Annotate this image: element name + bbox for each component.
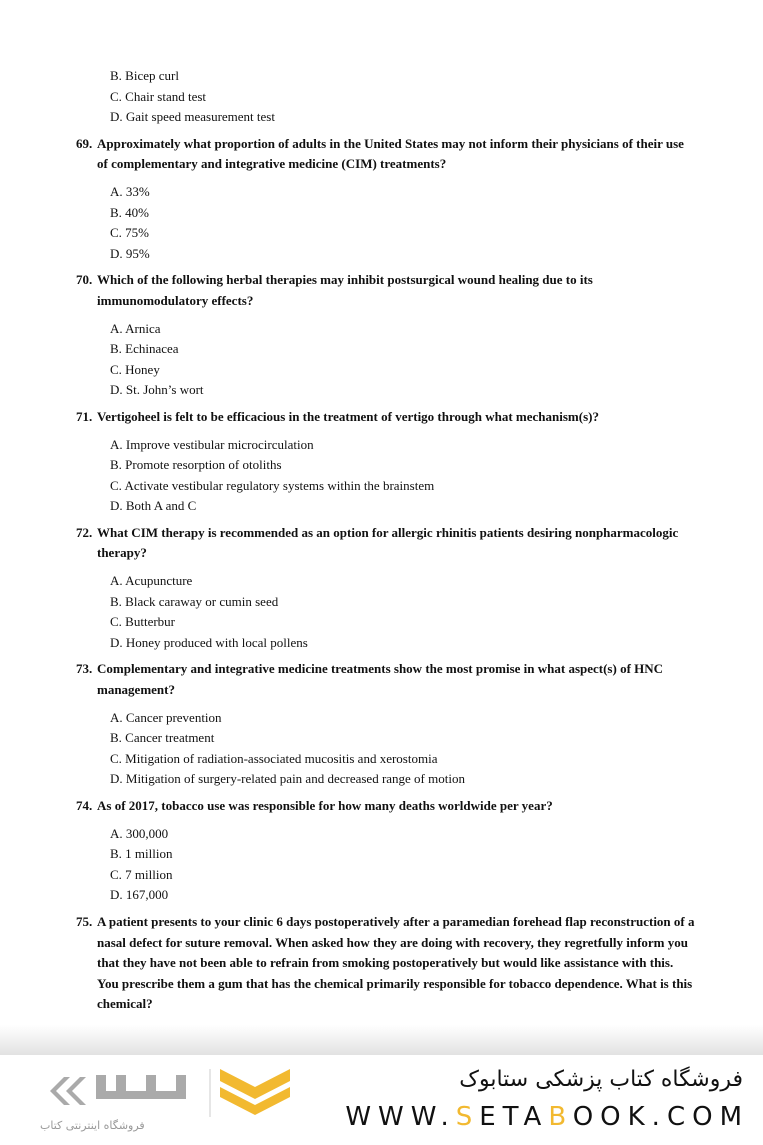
question-stem: [76, 659, 696, 700]
option: B. Promote resorption of otoliths: [110, 457, 282, 473]
question-71: [76, 407, 696, 517]
setabook-logo: [30, 1065, 290, 1121]
option: A. Improve vestibular microcirculation: [110, 436, 314, 452]
question-text: As of 2017, tobacco use was responsible for how many deaths worldwide per year?: [97, 798, 553, 813]
question-number: 71.: [76, 408, 93, 424]
option: B. 1 million: [110, 846, 173, 862]
question-text: Complementary and integrative medicine treatments show the most promise in what aspect(s) of HNC management?: [97, 661, 664, 698]
logo-subtitle: فروشگاه اینترنتی کتاب: [40, 1118, 145, 1132]
option: C. Activate vestibular regulatory systems within the brainstem: [110, 477, 435, 493]
store-name: فروشگاه کتاب پزشکی ستابوک: [459, 1066, 743, 1092]
option: A. Arnica: [110, 320, 161, 336]
question-stem: [76, 523, 696, 564]
option: B. Black caraway or cumin seed: [110, 593, 279, 609]
option: D. Honey produced with local pollens: [110, 634, 308, 650]
question-list: [76, 134, 696, 1015]
option: D. 167,000: [110, 887, 169, 903]
question-stem: [76, 912, 696, 1015]
question-number: 74.: [76, 798, 93, 813]
option: A. Cancer prevention: [110, 709, 222, 725]
question-text: Which of the following herbal therapies may inhibit postsurgical wound healing due to its immunomodulatory effects?: [97, 272, 593, 308]
question-stem: [76, 407, 696, 428]
question-72: [76, 523, 696, 654]
question-69: [76, 134, 696, 265]
option: C. Butterbur: [110, 614, 175, 630]
option: B. Cancer treatment: [110, 730, 215, 746]
question-number: 72.: [76, 524, 93, 540]
option: B. 40%: [110, 204, 149, 220]
option: C. 7 million: [110, 866, 173, 882]
question-text: Vertigoheel is felt to be efficacious in the treatment of vertigo through what mechanism(s)?: [97, 408, 599, 424]
question-text: What CIM therapy is recommended as an option for allergic rhinitis patients desiring nonpharmacologic therapy?: [97, 524, 679, 561]
question-70: [76, 270, 696, 401]
option: A. 33%: [110, 183, 150, 199]
footer-banner: [0, 1055, 763, 1145]
question-stem: [76, 796, 696, 817]
option: D. 95%: [110, 245, 150, 261]
option: D. Both A and C: [110, 498, 197, 514]
question-text: A patient presents to your clinic 6 days postoperatively after a paramedian forehead flap reconstruction of a nasal defect for suture removal. When asked how they are doing with recovery, they regretfully inform you that they have not been able to refrain from smoking postoperatively but would like assistance with this. You prescribe them a gum that has the chemical primarily responsible for tobacco dependence. What is this chemical?: [97, 913, 695, 1012]
option: C. Honey: [110, 361, 160, 377]
question-number: 70.: [76, 272, 93, 288]
option: C. 75%: [110, 225, 149, 241]
question-74: [76, 796, 696, 906]
question-text: Approximately what proportion of adults in the United States may not inform their physicians of their use of complementary and integrative medicine (CIM) treatments?: [97, 135, 684, 172]
question-number: 75.: [76, 913, 93, 929]
option: D. St. John’s wort: [110, 382, 204, 398]
store-url[interactable]: WWW.SETABOOK.COM: [345, 1101, 749, 1132]
question-73: [76, 659, 696, 790]
page-shadow: [0, 1025, 763, 1055]
option: A. Acupuncture: [110, 573, 193, 589]
question-number: 73.: [76, 661, 93, 677]
option: A. 300,000: [110, 825, 169, 841]
option: D. Gait speed measurement test: [110, 109, 275, 125]
question-stem: [76, 270, 696, 311]
option: C. Chair stand test: [110, 88, 207, 104]
option: D. Mitigation of surgery-related pain and decreased range of motion: [110, 771, 465, 787]
option: B. Echinacea: [110, 341, 179, 357]
option: B. Bicep curl: [110, 68, 179, 83]
previous-options: [76, 66, 696, 128]
question-stem: [76, 134, 696, 175]
option: C. Mitigation of radiation-associated mucositis and xerostomia: [110, 750, 438, 766]
question-75: [76, 912, 696, 1015]
question-number: 69.: [76, 135, 93, 151]
